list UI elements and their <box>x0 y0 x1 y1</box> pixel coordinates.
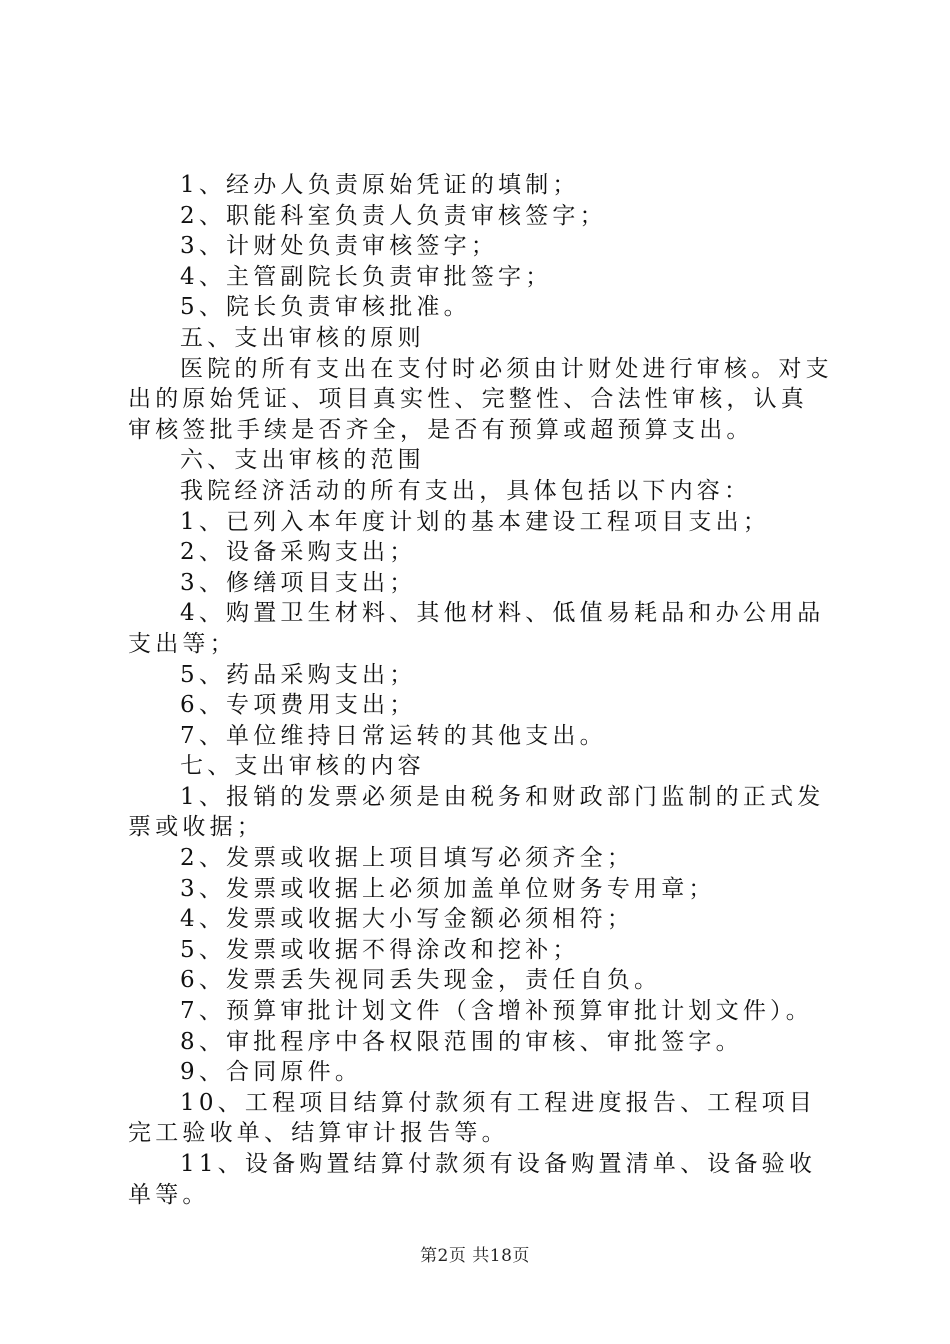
paragraph: 我院经济活动的所有支出，具体包括以下内容： <box>180 477 752 504</box>
paragraph: 11、设备购置结算付款须有设备购置清单、设备验收单等。 <box>128 1151 817 1208</box>
paragraph: 4、购置卫生材料、其他材料、低值易耗品和办公用品支出等； <box>128 600 825 657</box>
paragraph: 7、单位维持日常运转的其他支出。 <box>180 722 607 749</box>
paragraph: 3、发票或收据上必须加盖单位财务专用章； <box>180 875 716 902</box>
paragraph: 3、计财处负责审核签字； <box>180 233 499 260</box>
paragraph: 3、修缮项目支出； <box>180 569 417 596</box>
paragraph: 1、经办人负责原始凭证的填制； <box>180 172 580 198</box>
section-heading: 六、支出审核的范围 <box>180 447 425 474</box>
paragraph: 医院的所有支出在支付时必须由计财处进行审核。对支出的原始凭证、项目真实性、完整性、合法性审核，认真审核签批手续是否齐全，是否有预算或超预算支出。 <box>128 355 833 443</box>
paragraph: 1、已列入本年度计划的基本建设工程项目支出； <box>180 508 771 535</box>
paragraph: 6、专项费用支出； <box>180 692 417 719</box>
paragraph: 2、设备采购支出； <box>180 539 417 566</box>
paragraph: 7、预算审批计划文件（含增补预算审批计划文件）。 <box>180 998 813 1025</box>
page-number-footer: 第2页 共18页 <box>420 1246 530 1266</box>
paragraph: 8、审批程序中各权限范围的审核、审批签字。 <box>180 1028 743 1055</box>
paragraph: 10、工程项目结算付款须有工程进度报告、工程项目完工验收单、结算审计报告等。 <box>128 1089 817 1147</box>
paragraph: 5、院长负责审核批准。 <box>180 294 471 321</box>
document-body <box>128 170 833 1210</box>
paragraph: 6、发票丢失视同丢失现金，责任自负。 <box>180 967 662 994</box>
paragraph: 9、合同原件。 <box>180 1059 363 1086</box>
section-heading: 五、支出审核的原则 <box>180 324 425 351</box>
paragraph: 4、发票或收据大小写金额必须相符； <box>180 906 635 933</box>
paragraph: 1、报销的发票必须是由税务和财政部门监制的正式发票或收据； <box>128 783 825 841</box>
paragraph: 2、发票或收据上项目填写必须齐全； <box>180 845 635 872</box>
section-heading: 七、支出审核的内容 <box>180 753 425 780</box>
paragraph: 4、主管副院长负责审批签字； <box>180 263 553 290</box>
paragraph: 5、发票或收据不得涂改和挖补； <box>180 936 580 963</box>
paragraph: 5、药品采购支出； <box>180 661 417 688</box>
paragraph: 2、职能科室负责人负责审核签字； <box>180 202 607 229</box>
